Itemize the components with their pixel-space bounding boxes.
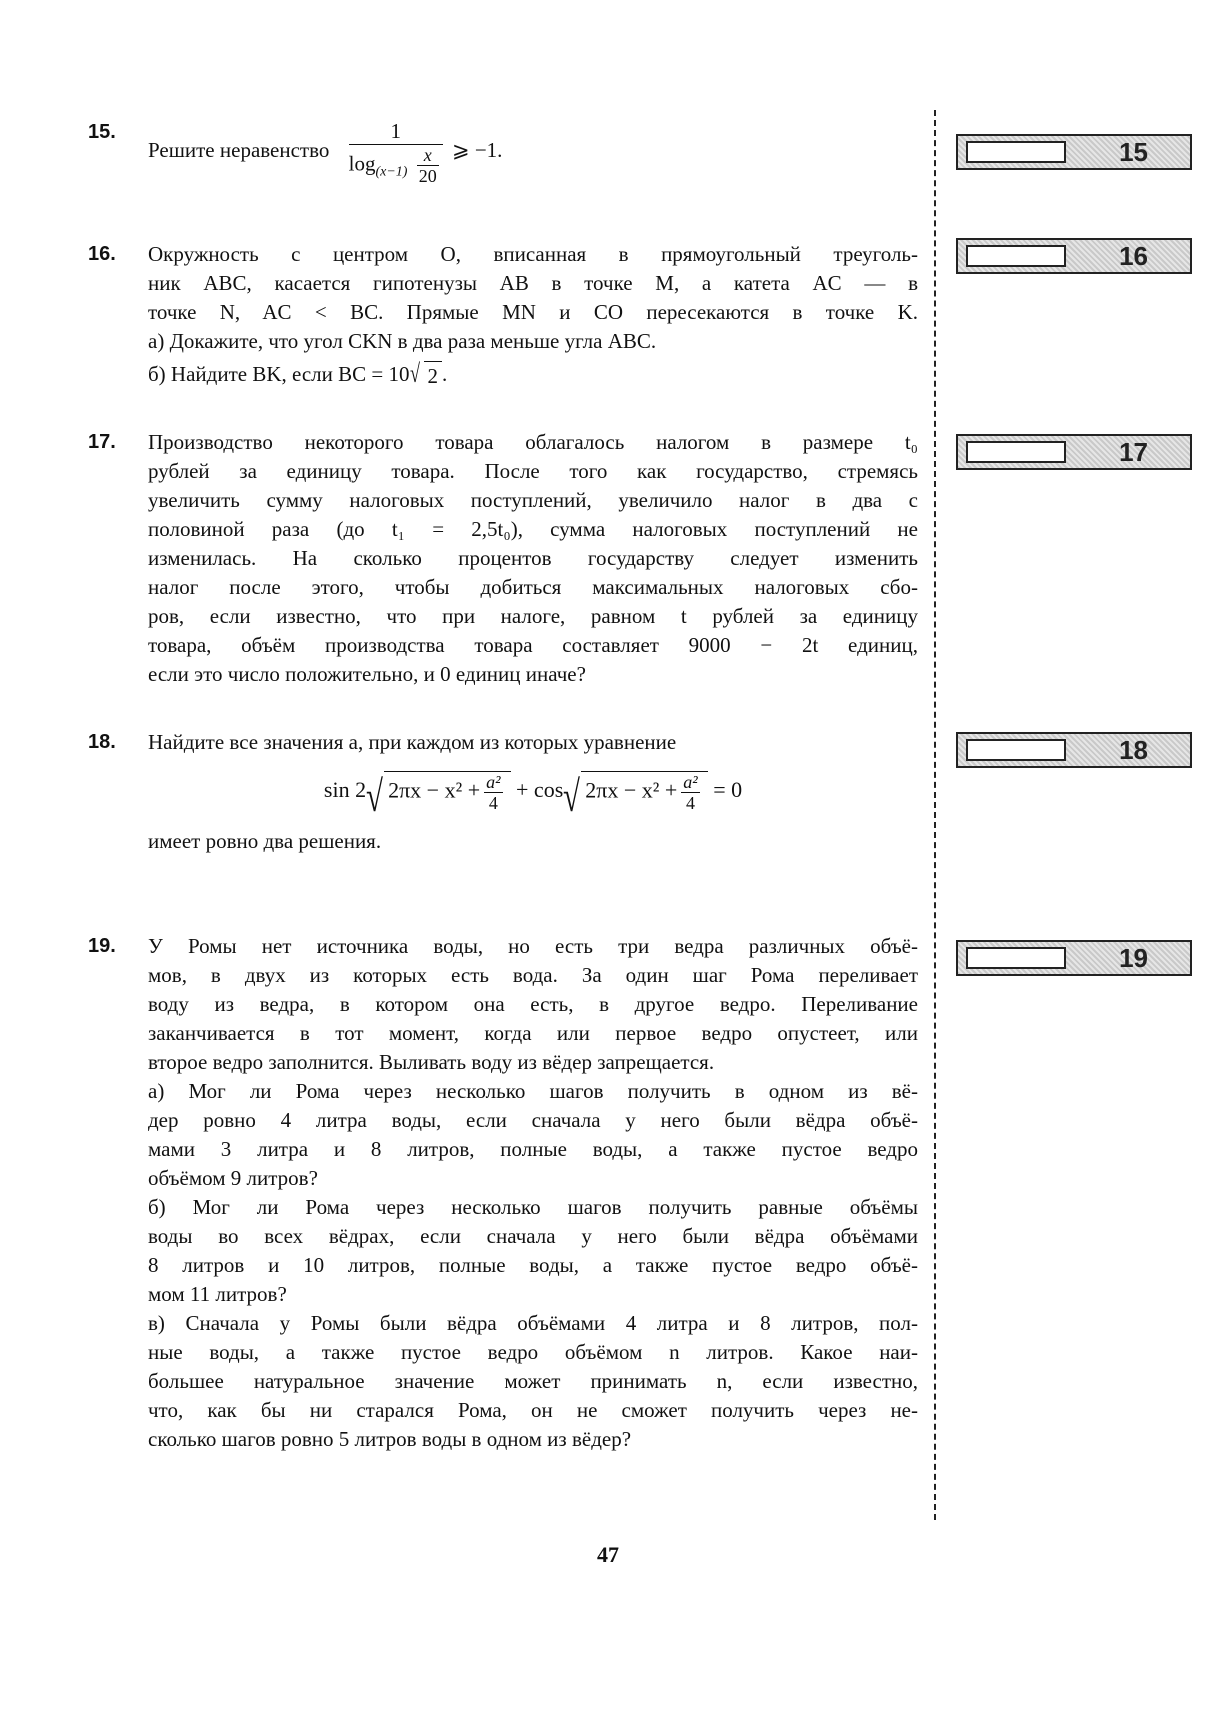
text-line: дер ровно 4 литра воды, если сначала у него были вёдра объё- — [148, 1108, 918, 1132]
text-line: ров, если известно, что при налоге, равном t рублей за единицу — [148, 604, 918, 628]
fraction-numerator: 1 — [349, 118, 443, 145]
text-line: а) Мог ли Рома через несколько шагов получить в одном из вё- — [148, 1079, 918, 1103]
problem-16 — [88, 240, 918, 391]
text-line: имеет ровно два решения. — [148, 829, 382, 853]
problem-15 — [88, 118, 918, 186]
sqrt-expression — [563, 771, 707, 821]
inequality-relation: ⩾ −1. — [451, 137, 503, 162]
text-line: а) Докажите, что угол CKN в два раза меньше угла ABC. — [148, 329, 657, 353]
argument-numerator: x — [417, 145, 439, 166]
text-line: объёмом 9 литров? — [148, 1166, 318, 1190]
cut-line-divider — [934, 110, 936, 1520]
text-line: товара, объём производства товара составляет 9000 − 2t единиц, — [148, 633, 918, 657]
answer-box-label: 16 — [1119, 241, 1148, 271]
period: . — [442, 362, 448, 386]
numerator: a² — [683, 772, 698, 792]
radical-sign: √ — [409, 359, 420, 389]
text-line: рублей за единицу товара. После того как государство, стремясь — [148, 459, 918, 483]
text-line: большее натуральное значение может принимать n, если известно, — [148, 1369, 918, 1393]
answer-box-19 — [956, 940, 1192, 976]
sqrt-two — [410, 361, 443, 391]
text-line: увеличить сумму налоговых поступлений, увеличило налог в два с — [148, 488, 918, 512]
text-line: мами 3 литра и 8 литров, полные воды, а также пустое ведро — [148, 1137, 918, 1161]
a-squared-over-four — [681, 772, 699, 813]
problem-number: 16. — [88, 243, 116, 265]
text-line: второе ведро заполнится. Выливать воду из вёдер запрещается. — [148, 1050, 715, 1074]
fraction-denominator — [349, 145, 443, 186]
log-argument — [417, 145, 439, 186]
radicand-text: 2πx − x² + — [585, 777, 678, 803]
text-line: мов, в двух из которых есть вода. За один шаг Рома переливает — [148, 963, 918, 987]
text-line: налог после этого, чтобы добиться максимальных налоговых сбо- — [148, 575, 918, 599]
radicand: 2 — [424, 361, 443, 391]
text-line: если это число положительно, и 0 единиц иначе? — [148, 662, 586, 686]
text-line: ник ABC, касается гипотенузы AB в точке M, а катета AC — в — [148, 271, 918, 295]
text-line: изменилась. На сколько процентов государству следует изменить — [148, 546, 918, 570]
text-line: б) Мог ли Рома через несколько шагов получить равные объёмы — [148, 1195, 918, 1219]
sqrt-expression — [366, 771, 510, 821]
text-line: что, как бы ни старался Рома, он не сможет получить через не- — [148, 1398, 918, 1422]
text-line: половиной раза (до t₁ = 2,5t₀), сумма налоговых поступлений не — [148, 517, 918, 541]
numerator: a² — [486, 772, 501, 792]
problem-number: 15. — [88, 121, 116, 143]
text-line: заканчивается в тот момент, когда или первое ведро опустеет, или — [148, 1021, 918, 1045]
log-symbol: log — [348, 151, 376, 176]
question-b: б) Найдите BK, если BC = 10 — [148, 362, 410, 386]
problem-number: 19. — [88, 935, 116, 957]
answer-field[interactable] — [966, 739, 1066, 761]
radicand-text: 2πx − x² + — [388, 777, 481, 803]
text-line: в) Сначала у Ромы были вёдра объёмами 4 литра и 8 литров, пол- — [148, 1311, 918, 1335]
answer-box-16 — [956, 238, 1192, 274]
text-line: ные воды, а также пустое ведро объёмом n литров. Какое наи- — [148, 1340, 918, 1364]
problem-17 — [88, 428, 918, 689]
text-line: У Ромы нет источника воды, но есть три ведра различных объё- — [148, 934, 918, 958]
text-line: воды во всех вёдрах, если сначала у него были вёдра объёмами — [148, 1224, 918, 1248]
sin-term: sin 2 — [323, 777, 367, 803]
answer-box-label: 15 — [1119, 137, 1148, 167]
answer-box-label: 18 — [1119, 735, 1148, 765]
text-line: сколько шагов ровно 5 литров воды в одном из вёдер? — [148, 1427, 632, 1451]
denominator: 4 — [685, 793, 695, 813]
text-line: Окружность с центром O, вписанная в прямоугольный треуголь- — [148, 242, 918, 266]
answer-box-18 — [956, 732, 1192, 768]
answer-box-label: 17 — [1119, 437, 1148, 467]
problem-number: 18. — [88, 731, 116, 753]
problem-18 — [88, 728, 918, 856]
answer-box-17 — [956, 434, 1192, 470]
log-base: (x−1) — [375, 164, 408, 180]
answer-box-15 — [956, 134, 1192, 170]
denominator: 4 — [488, 793, 498, 813]
equation — [148, 771, 918, 821]
answer-field[interactable] — [966, 141, 1066, 163]
equals-zero: = 0 — [713, 777, 743, 803]
inequality-fraction — [349, 118, 443, 186]
answer-field[interactable] — [966, 947, 1066, 969]
text-line: мом 11 литров? — [148, 1282, 287, 1306]
text-line: Производство некоторого товара облагалось налогом в размере t₀ — [148, 430, 918, 454]
radical-sign: √ — [366, 772, 383, 821]
page-number: 47 — [597, 1542, 619, 1567]
a-squared-over-four — [484, 772, 502, 813]
answer-field[interactable] — [966, 245, 1066, 267]
problem-19 — [88, 932, 918, 1454]
text-line: Найдите все значения a, при каждом из которых уравнение — [148, 730, 677, 754]
problem-text: Решите неравенство — [148, 137, 330, 162]
text-line: 8 литров и 10 литров, полные воды, а также пустое ведро объё- — [148, 1253, 918, 1277]
answer-box-label: 19 — [1119, 943, 1148, 973]
radical-sign: √ — [563, 772, 581, 821]
text-line: точке N, AC < BC. Прямые MN и CO пересекаются в точке K. — [148, 300, 918, 324]
problem-number: 17. — [88, 431, 116, 453]
answer-field[interactable] — [966, 441, 1066, 463]
radicand — [384, 771, 510, 813]
radicand — [581, 771, 707, 813]
cos-term: + cos — [516, 777, 564, 803]
argument-denominator: 20 — [418, 166, 437, 186]
text-line: воду из ведра, в котором она есть, в другое ведро. Переливание — [148, 992, 918, 1016]
text-line — [148, 360, 918, 391]
